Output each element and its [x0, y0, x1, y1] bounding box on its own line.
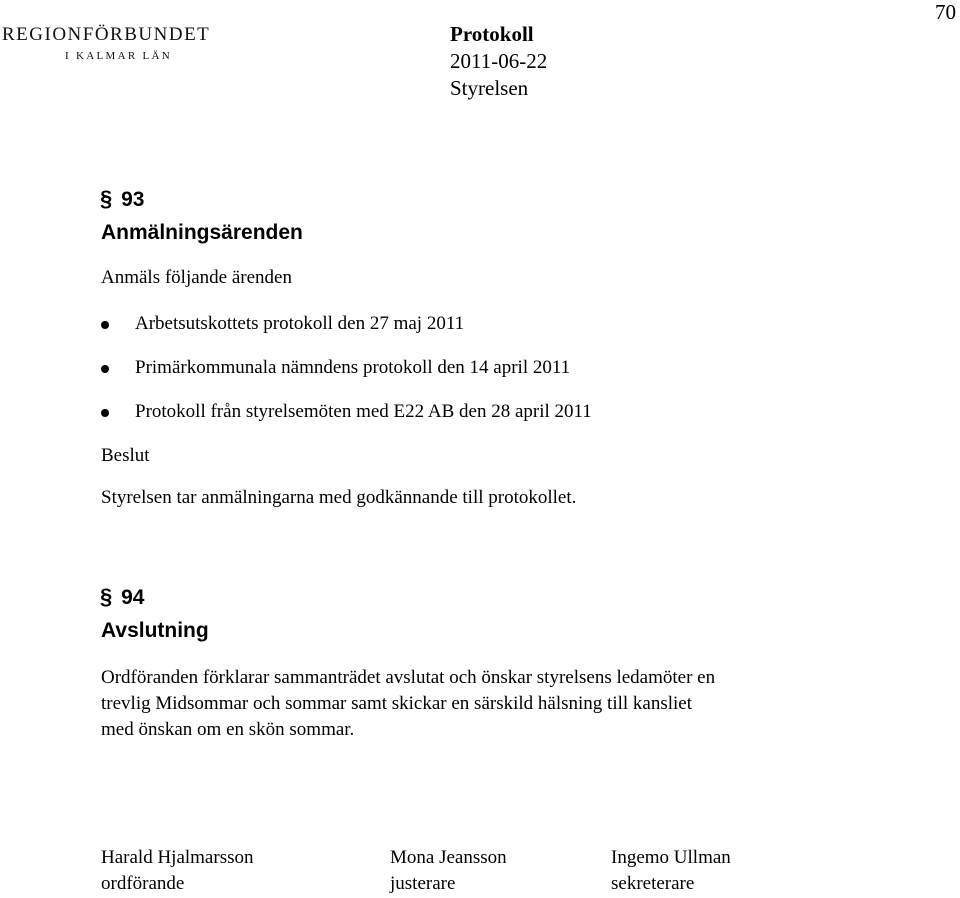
org-logo-subtitle: I KALMAR LÄN	[65, 50, 173, 62]
document-board: Styrelsen	[450, 76, 529, 100]
section-symbol: §	[100, 186, 113, 211]
decision-text: Styrelsen tar anmälningarna med godkännande till protokollet.	[101, 487, 577, 508]
signature-name-chair: Harald Hjalmarsson	[101, 847, 254, 868]
paragraph-line: trevlig Midsommar och sommar samt skickar en särskild hälsning till kansliet	[101, 693, 693, 714]
list-item: Protokoll från styrelsemöten med E22 AB den 28 april 2011	[135, 401, 592, 422]
list-item: Primärkommunala nämndens protokoll den 14 april 2011	[135, 357, 571, 378]
section-93-title: Anmälningsärenden	[101, 221, 303, 244]
section-94-title: Avslutning	[101, 619, 209, 642]
bullet-dot	[101, 321, 109, 329]
section-number: 93	[121, 188, 145, 211]
bullet-dot	[101, 365, 109, 373]
section-symbol: §	[100, 584, 113, 609]
decision-label: Beslut	[101, 445, 150, 466]
document-title: Protokoll	[450, 22, 534, 46]
page-number: 70	[935, 0, 956, 24]
signature-name-secretary: Ingemo Ullman	[611, 847, 731, 868]
org-logo-name: REGIONFÖRBUNDET	[2, 24, 211, 45]
signature-role-adjuster: justerare	[390, 873, 456, 894]
closing-paragraph	[101, 665, 861, 743]
signature-role-chair: ordförande	[101, 873, 185, 894]
signature-name-adjuster: Mona Jeansson	[390, 847, 507, 868]
paragraph-line: Ordföranden förklarar sammanträdet avslutat och önskar styrelsens ledamöter en	[101, 667, 716, 688]
section-94-heading	[100, 584, 144, 610]
section-93-heading	[100, 186, 144, 212]
section-number: 94	[121, 586, 145, 609]
bullet-dot	[101, 409, 109, 417]
list-item: Arbetsutskottets protokoll den 27 maj 2011	[135, 313, 465, 334]
paragraph-line: med önskan om en skön sommar.	[101, 719, 355, 740]
signature-role-secretary: sekreterare	[611, 873, 695, 894]
document-date: 2011-06-22	[450, 49, 548, 73]
section-93-intro: Anmäls följande ärenden	[101, 267, 292, 288]
